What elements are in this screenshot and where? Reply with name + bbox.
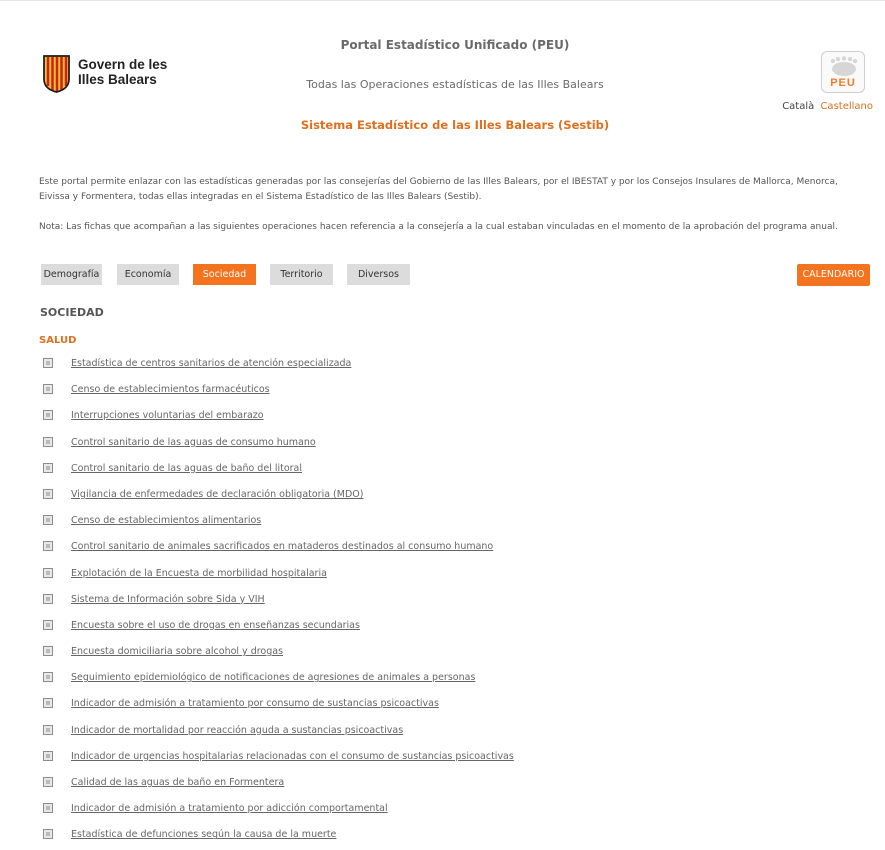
list-item [43, 514, 514, 540]
intro-text: Este portal permite enlazar con las estadísticas generadas por las consejerías del Gobierno de las Illes Balears, por el IBESTAT y por los Consejos Insulares de Mallorca, Menorca, Eivissa y Formentera, todas ellas integradas en el Sistema Estadístico de las Illes Balears (Sestib). [39, 177, 838, 202]
section-title: SOCIEDAD [40, 306, 104, 319]
document-icon[interactable] [43, 594, 53, 604]
tab-economia[interactable]: Economía [117, 264, 179, 285]
subsection-title: SALUD [39, 335, 77, 346]
operation-link[interactable]: Sistema de Información sobre Sida y VIH [71, 593, 265, 605]
list-item [43, 409, 514, 435]
list-item [43, 383, 514, 409]
list-item [43, 619, 514, 645]
operation-link[interactable]: Interrupciones voluntarias del embarazo [71, 410, 264, 422]
list-item [43, 724, 514, 750]
language-switcher [782, 101, 873, 112]
document-icon[interactable] [43, 803, 53, 813]
operation-link[interactable]: Seguimiento epidemiológico de notificaciones de agresiones de animales a personas [71, 672, 476, 684]
operation-link[interactable]: Vigilancia de enfermedades de declaración obligatoria (MDO) [71, 488, 364, 500]
document-icon[interactable] [43, 384, 53, 394]
operation-link[interactable]: Estadística de centros sanitarios de atención especializada [71, 358, 352, 369]
document-icon[interactable] [43, 463, 53, 473]
list-item [43, 671, 514, 697]
list-item [43, 776, 514, 802]
list-item [43, 697, 514, 723]
document-icon[interactable] [43, 620, 53, 630]
tab-territorio[interactable]: Territorio [270, 264, 333, 285]
peu-logo-text: PEU [830, 77, 856, 89]
list-item [43, 357, 514, 383]
operation-link[interactable]: Explotación de la Encuesta de morbilidad hospitalaria [71, 567, 327, 579]
document-icon[interactable] [43, 829, 53, 839]
operation-link[interactable]: Censo de establecimientos alimentarios [71, 515, 262, 527]
system-title: Sistema Estadístico de las Illes Balears (Sestib) [300, 118, 610, 132]
operation-link[interactable]: Calidad de las aguas de baño en Formentera [71, 777, 285, 788]
operation-link[interactable]: Indicador de admisión a tratamiento por consumo de sustancias psicoactivas [71, 698, 439, 710]
operation-link[interactable]: Indicador de urgencias hospitalarias relacionadas con el consumo de sustancias psicoactivas [71, 750, 514, 762]
document-icon[interactable] [43, 489, 53, 499]
portal-title: Portal Estadístico Unificado (PEU) [340, 38, 570, 52]
list-item [43, 802, 514, 828]
operation-link[interactable]: Control sanitario de las aguas de consumo humano [71, 436, 316, 448]
document-icon[interactable] [43, 751, 53, 761]
list-item [43, 567, 514, 593]
logo-line-1: Govern de les [78, 57, 168, 72]
list-item [43, 462, 514, 488]
list-item [43, 645, 514, 671]
peu-logo[interactable] [821, 51, 865, 93]
operation-link[interactable]: Estadística de defunciones según la causa de la muerte [71, 829, 337, 841]
list-item [43, 828, 514, 850]
document-icon[interactable] [43, 777, 53, 787]
tab-demografia[interactable]: Demografía [41, 264, 102, 285]
operation-link[interactable]: Indicador de admisión a tratamiento por adicción comportamental [71, 803, 388, 815]
list-item [43, 488, 514, 514]
operation-link[interactable]: Encuesta sobre el uso de drogas en enseñanzas secundarias [71, 619, 360, 631]
document-icon[interactable] [43, 725, 53, 735]
document-icon[interactable] [43, 568, 53, 578]
document-icon[interactable] [43, 515, 53, 525]
document-icon[interactable] [43, 437, 53, 447]
lang-castellano-link[interactable]: Castellano [820, 101, 873, 112]
tab-diversos[interactable]: Diversos [347, 264, 410, 285]
logo-line-2: Illes Balears [78, 72, 157, 87]
list-item [43, 750, 514, 776]
list-item [43, 436, 514, 462]
intro-note: Nota: Las fichas que acompañan a las siguientes operaciones hacen referencia a la consejería a la cual estaban vinculadas en el momento de la aprobación del programa anual. [39, 222, 838, 232]
list-item [43, 540, 514, 566]
portal-subtitle: Todas las Operaciones estadísticas de las Illes Balears [306, 78, 604, 91]
lang-catalan-link[interactable]: Català [782, 101, 815, 112]
document-icon[interactable] [43, 646, 53, 656]
document-icon[interactable] [43, 698, 53, 708]
operations-list [43, 357, 514, 850]
tab-sociedad[interactable]: Sociedad [193, 264, 256, 285]
document-icon[interactable] [43, 358, 53, 368]
document-icon[interactable] [43, 541, 53, 551]
operation-link[interactable]: Control sanitario de las aguas de baño del litoral [71, 462, 303, 474]
document-icon[interactable] [43, 410, 53, 420]
operation-link[interactable]: Control sanitario de animales sacrificados en mataderos destinados al consumo humano [71, 541, 494, 553]
operation-link[interactable]: Censo de establecimientos farmacéuticos [71, 384, 270, 396]
calendar-button[interactable]: CALENDARIO [797, 264, 870, 286]
document-icon[interactable] [43, 672, 53, 682]
top-divider [0, 0, 885, 1]
list-item [43, 593, 514, 619]
operation-link[interactable]: Encuesta domiciliaria sobre alcohol y drogas [71, 646, 284, 658]
operation-link[interactable]: Indicador de mortalidad por reacción aguda a sustancias psicoactivas [71, 724, 404, 736]
